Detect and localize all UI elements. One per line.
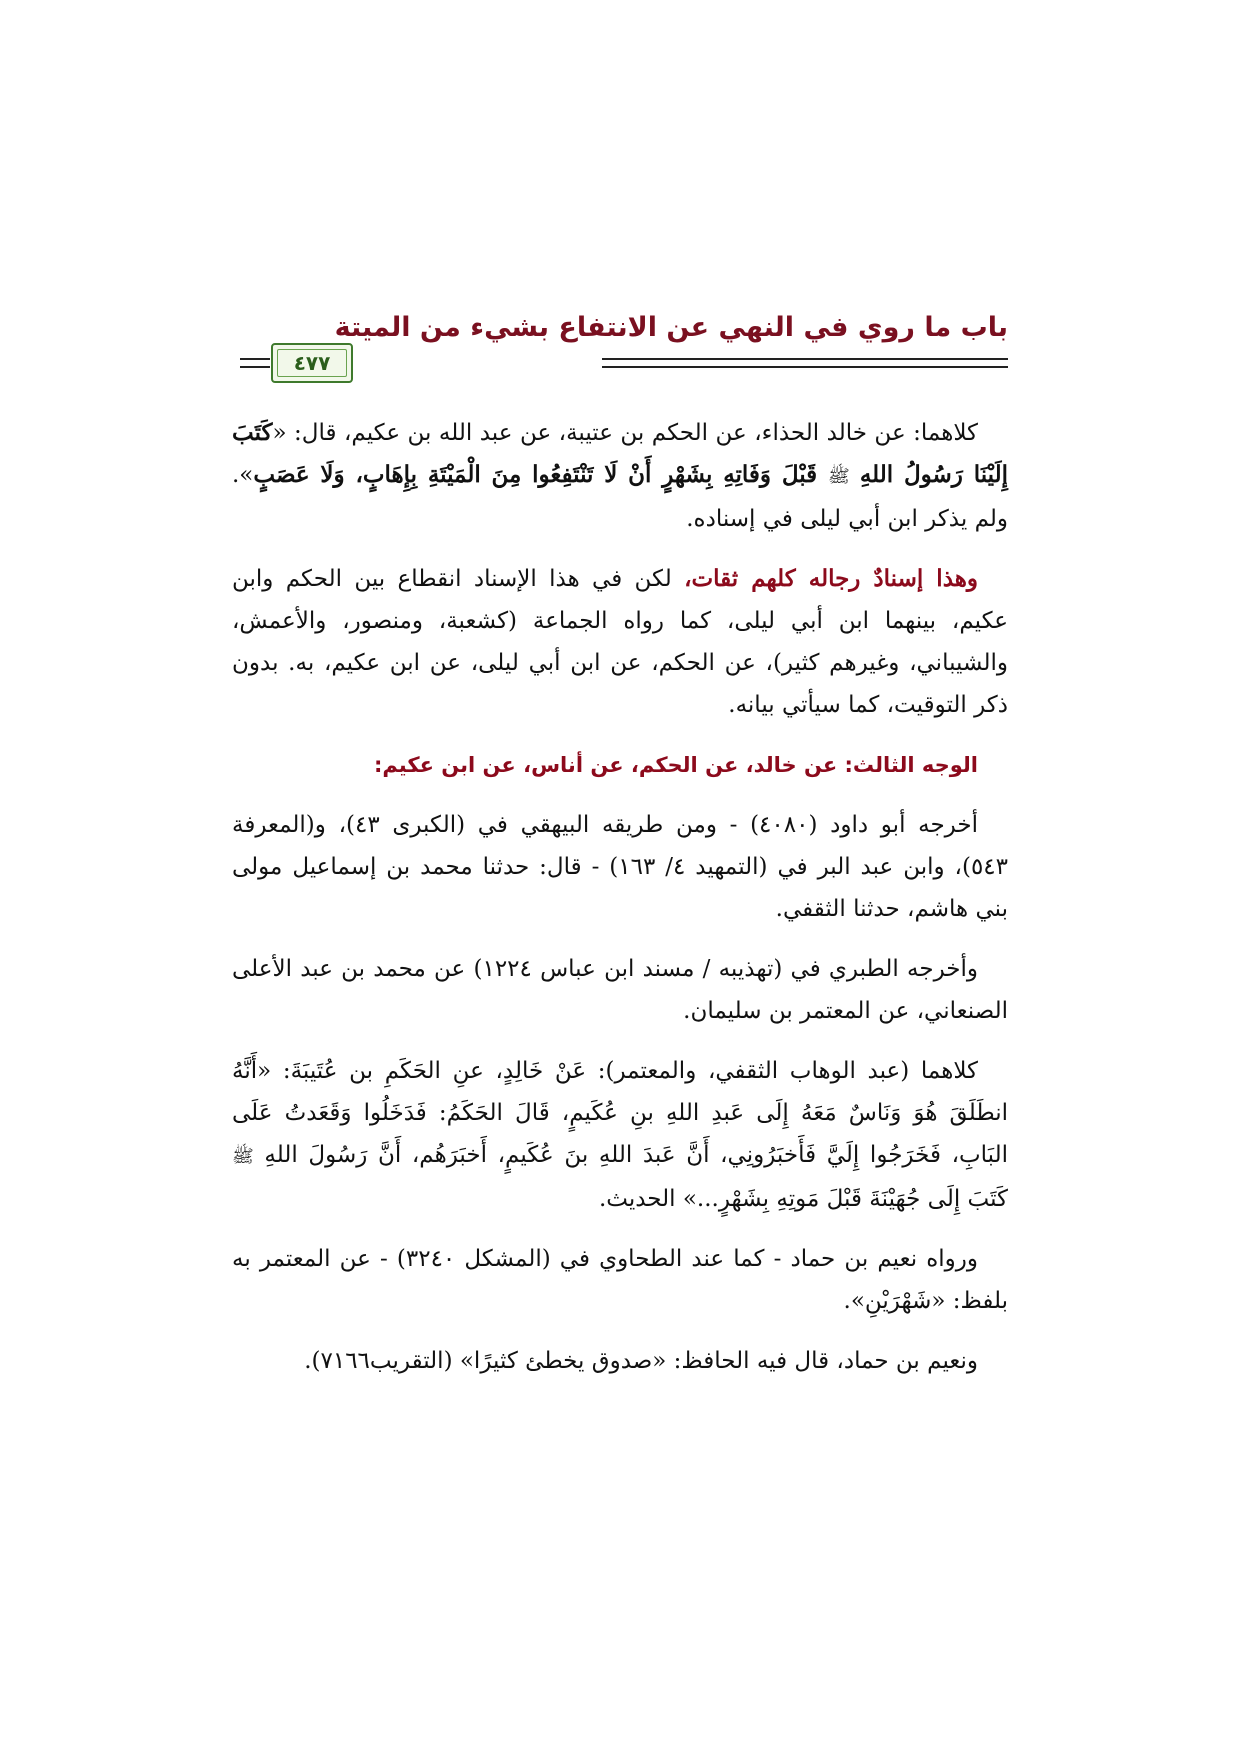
page-number: ٤٧٧: [277, 349, 347, 377]
header-rule: [240, 358, 270, 360]
p5-text1: كلاهما (عبد الوهاب الثقفي، والمعتمر): عَنْ خَالِدٍ، عنِ الحَكَمِ بن عُتَيبَةَ: «أَنَّهُ انطَلَقَ هُوَ وَنَاسٌ مَعَهُ إِلَى عَبدِ اللهِ بنِ عُكَيمٍ، قَالَ الحَكَمُ: فَدَخَلُوا وَقَعَدتُ عَلَى البَابِ، فَخَرَجُوا إِلَيَّ فَأَخبَرُونِي، أَنَّ عَبدَ اللهِ بنَ عُكَيمٍ، أَخبَرَهُم، أَنَّ رَسُولَ اللهِ: [232, 1058, 1008, 1168]
paragraph-2: [232, 558, 1008, 726]
paragraph-4: وأخرجه الطبري في (تهذيبه / مسند ابن عباس ١٢٢٤) عن محمد بن عبد الأعلى الصنعاني، عن المعتمر بن سليمان.: [232, 956, 1008, 1024]
body-text: [232, 412, 1008, 1400]
heading-third: الوجه الثالث: عن خالد، عن الحكم، عن أناس، عن ابن عكيم:: [373, 753, 978, 777]
p1-outro: ». ولم يذكر ابن أبي ليلى في إسناده.: [232, 462, 1008, 532]
section-heading: [232, 744, 1008, 786]
page-number-badge: [271, 343, 353, 383]
paragraph-5: [232, 1050, 1008, 1220]
salla-glyph: ﷺ: [827, 466, 850, 487]
p2-rest: لكن في هذا الإسناد انقطاع بين الحكم وابن عكيم، بينهما ابن أبي ليلى، كما رواه الجماعة (كشعبة، ومنصور، والأعمش، والشيباني، وغيرهم كثير)، عن الحكم، عن ابن أبي ليلى، عن ابن عكيم، به. بدون ذكر التوقيت، كما سيأتي بيانه.: [232, 566, 1008, 718]
paragraph-3: أخرجه أبو داود (٤٠٨٠) - ومن طريقه البيهقي في (الكبرى ٤٣)، و(المعرفة ٥٤٣)، وابن عبد البر في (التمهيد ٤/ ١٦٣) - قال: حدثنا محمد بن إسماعيل مولى بني هاشم، حدثنا الثقفي.: [232, 812, 1008, 922]
header-rule: [240, 366, 270, 368]
paragraph-6: ورواه نعيم بن حماد - كما عند الطحاوي في (المشكل ٣٢٤٠) - عن المعتمر به بلفظ: «شَهْرَيْنِ».: [232, 1246, 1008, 1314]
paragraph-1: [232, 412, 1008, 540]
paragraph-7: ونعيم بن حماد، قال فيه الحافظ: «صدوق يخطئ كثيرًا» (التقريب٧١٦٦).: [304, 1348, 978, 1374]
salla-glyph: ﷺ: [232, 1146, 254, 1167]
p1-intro: كلاهما: عن خالد الحذاء، عن الحكم بن عتيبة، عن عبد الله بن عكيم، قال: «: [272, 420, 978, 446]
p5-text2: كَتَبَ إِلَى جُهَيْنَةَ قَبْلَ مَوتِهِ بِشَهْرٍ...» الحديث.: [598, 1186, 1008, 1212]
header-rule: [602, 358, 1008, 360]
p1-hadith: كَتَبَ إِلَيْنَا رَسُولُ اللهِ: [232, 419, 1008, 488]
p2-lead: وهذا إسنادٌ رجاله كلهم ثقات،: [684, 565, 978, 592]
header-rule: [602, 366, 1008, 368]
p1-hadith-cont: قَبْلَ وَفَاتِهِ بِشَهْرٍ أَنْ لَا تَنْتَفِعُوا مِنَ الْمَيْتَةِ بِإِهَابٍ، وَلَا عَصَبٍ: [253, 461, 828, 488]
chapter-title: باب ما روي في النهي عن الانتفاع بشيء من الميتة: [334, 312, 1008, 343]
